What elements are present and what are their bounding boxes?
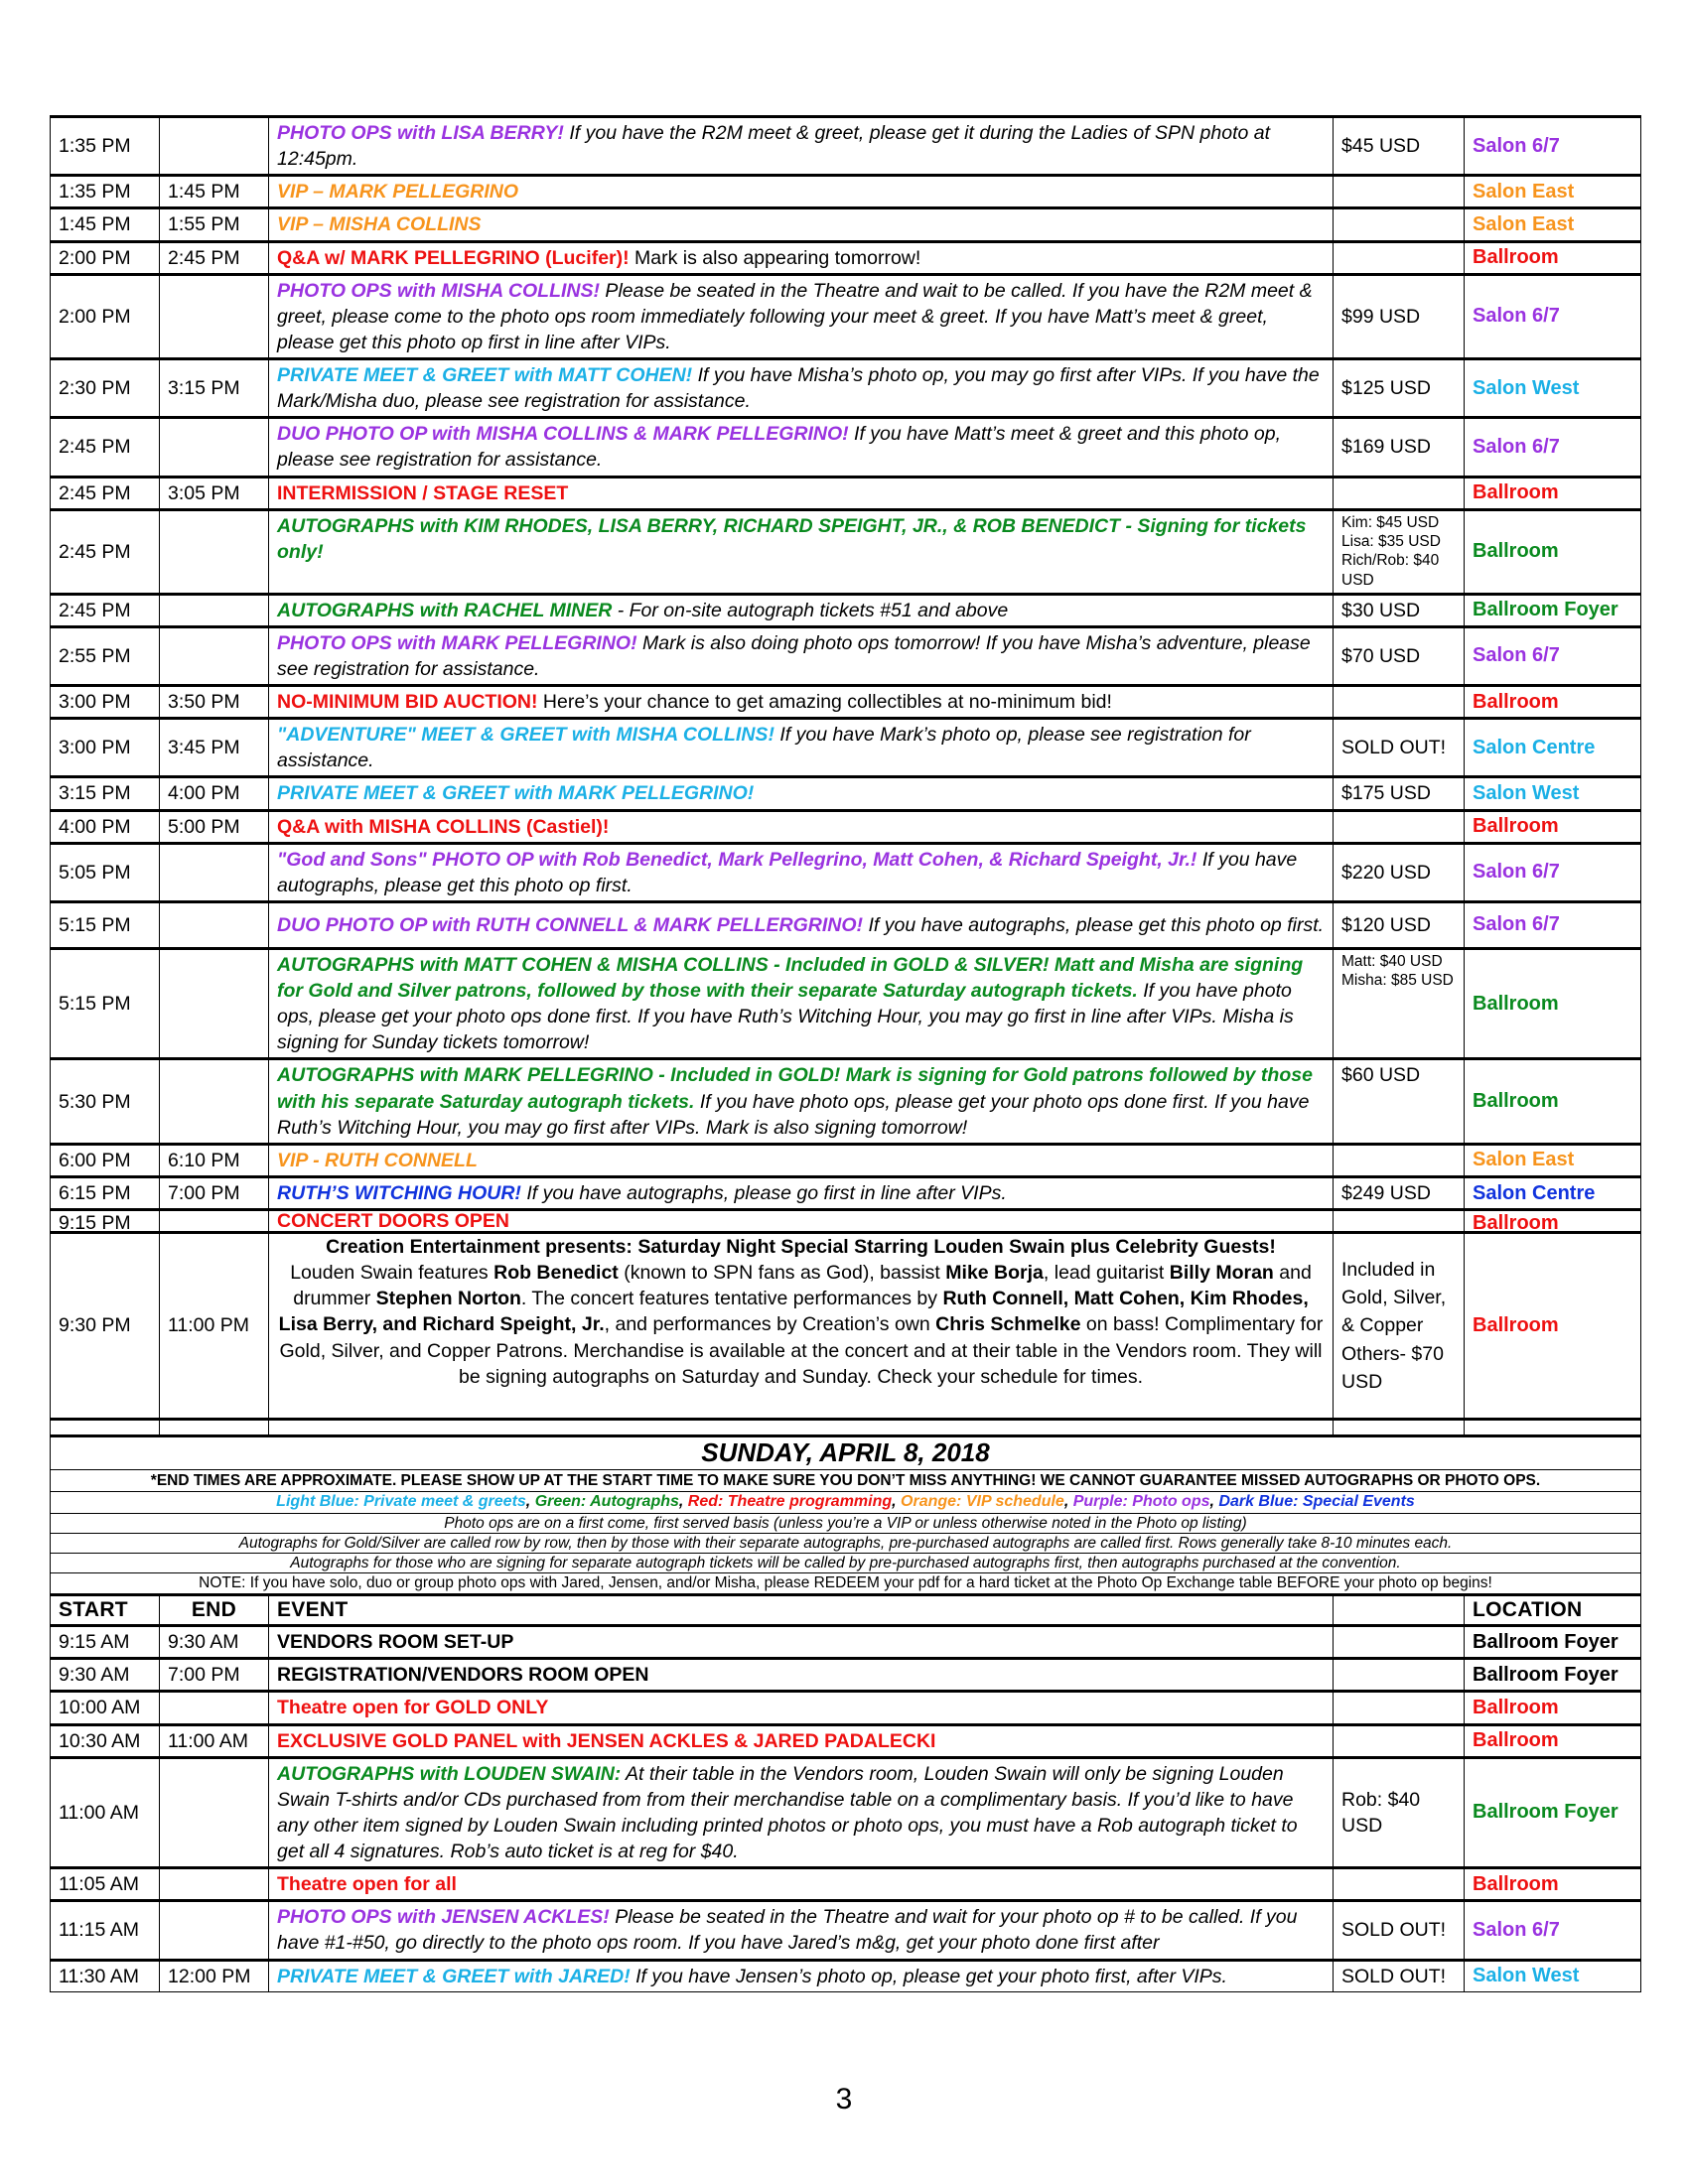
start-time: 4:00 PM <box>51 810 160 843</box>
start-time: 2:55 PM <box>51 626 160 685</box>
start-time: 9:30 AM <box>51 1659 160 1692</box>
event-title: EXCLUSIVE GOLD PANEL with JENSEN ACKLES & JARED PADALECKI <box>277 1729 936 1752</box>
price: Matt: $40 USD Misha: $85 USD <box>1334 948 1465 1059</box>
color-legend <box>51 1492 1641 1514</box>
end-time: 11:00 AM <box>160 1724 269 1757</box>
event-title: PHOTO OPS with JENSEN ACKLES! <box>277 1906 610 1929</box>
price <box>1334 1626 1465 1659</box>
event-title: VIP – MISHA COLLINS <box>277 213 482 236</box>
start-time: 3:00 PM <box>51 719 160 777</box>
photo-op-note: Photo ops are on a first come, first served basis (unless you’re a VIP or unless otherwise noted in the Photo op listing) <box>51 1514 1641 1534</box>
price <box>1334 1724 1465 1757</box>
concert-text-part: , and performances by Creation’s own <box>604 1313 936 1336</box>
event-cell <box>269 843 1334 901</box>
location: Ballroom Foyer <box>1465 594 1641 626</box>
location: Salon 6/7 <box>1465 901 1641 948</box>
table-row <box>51 1692 1641 1724</box>
start-time: 2:00 PM <box>51 274 160 358</box>
end-time: 9:30 AM <box>160 1626 269 1659</box>
end-time: 12:00 PM <box>160 1960 269 1991</box>
location: Salon East <box>1465 1144 1641 1176</box>
start-time: 2:45 PM <box>51 477 160 509</box>
event-cell <box>269 359 1334 418</box>
end-time: 7:00 PM <box>160 1176 269 1209</box>
location: Ballroom <box>1465 686 1641 719</box>
legend-item: , <box>525 1493 535 1511</box>
empty-cell <box>1465 1420 1641 1436</box>
event-title: AUTOGRAPHS with KIM RHODES, LISA BERRY, RICHARD SPEIGHT, JR., & ROB BENEDICT - Signing for tickets only! <box>277 514 1307 563</box>
concert-name: Stephen Norton <box>375 1288 521 1310</box>
start-time: 6:15 PM <box>51 1176 160 1209</box>
start-time: 10:30 AM <box>51 1724 160 1757</box>
table-row <box>51 359 1641 418</box>
location: Ballroom <box>1465 810 1641 843</box>
event-details: If you have photo ops, please get your photo ops done first. If you have Ruth’s Witching Hour, you may go first after VIPs. Mark is also signing tomorrow! <box>277 1090 1310 1139</box>
table-row <box>51 1960 1641 1991</box>
event-cell <box>269 1960 1334 1991</box>
event-title: PRIVATE MEET & GREET with MARK PELLEGRINO! <box>277 782 755 805</box>
event-title: Theatre open for all <box>277 1873 457 1896</box>
start-time: 10:00 AM <box>51 1692 160 1724</box>
price: SOLD OUT! <box>1334 1901 1465 1960</box>
table-row <box>51 626 1641 685</box>
end-time <box>160 626 269 685</box>
event-cell <box>269 1868 1334 1901</box>
event-cell <box>269 626 1334 685</box>
start-time: 5:15 PM <box>51 948 160 1059</box>
event-cell <box>269 176 1334 208</box>
table-row <box>51 1534 1641 1554</box>
table-row <box>51 719 1641 777</box>
end-time <box>160 1868 269 1901</box>
concert-text-part: Louden Swain features <box>290 1262 494 1285</box>
end-time: 3:15 PM <box>160 359 269 418</box>
event-title: INTERMISSION / STAGE RESET <box>277 481 569 504</box>
price <box>1334 1868 1465 1901</box>
location: Ballroom <box>1465 1868 1641 1901</box>
separate-autograph-note: Autographs for those who are signing for separate autograph tickets will be called by pre-purchased autographs first, then autographs purchased at the convention. <box>51 1554 1641 1573</box>
location: Salon West <box>1465 777 1641 810</box>
event-details: If you have photo ops, please get your photo ops done first. If you have Ruth’s Witching Hour, you may go first in line after VIPs. Misha is signing for Sunday tickets tomorrow! <box>277 980 1294 1054</box>
table-row <box>51 1724 1641 1757</box>
table-row <box>51 241 1641 274</box>
table-row <box>51 1492 1641 1514</box>
price: $45 USD <box>1334 117 1465 176</box>
location: Salon Centre <box>1465 1176 1641 1209</box>
location: Salon 6/7 <box>1465 1901 1641 1960</box>
start-time: 5:30 PM <box>51 1059 160 1144</box>
end-time <box>160 948 269 1059</box>
schedule-table <box>50 115 1641 1992</box>
table-row <box>51 1470 1641 1492</box>
end-time <box>160 901 269 948</box>
location: Salon Centre <box>1465 719 1641 777</box>
event-cell <box>269 948 1334 1059</box>
end-time <box>160 509 269 594</box>
concert-text-part: . The concert features tentative performances by <box>520 1288 943 1310</box>
header-price <box>1334 1595 1465 1626</box>
price <box>1334 1210 1465 1233</box>
table-row <box>51 1554 1641 1573</box>
location: Salon 6/7 <box>1465 843 1641 901</box>
event-cell <box>269 1757 1334 1868</box>
start-time: 11:30 AM <box>51 1960 160 1991</box>
table-row <box>51 176 1641 208</box>
legend-item: Red: Theatre programming <box>687 1493 893 1511</box>
concert-text <box>277 1234 1325 1416</box>
empty-cell <box>160 1420 269 1436</box>
event-title: REGISTRATION/VENDORS ROOM OPEN <box>277 1664 649 1687</box>
price <box>1334 810 1465 843</box>
event-title: "ADVENTURE" MEET & GREET with MISHA COLLINS! <box>277 724 774 747</box>
location: Salon 6/7 <box>1465 626 1641 685</box>
start-time: 2:45 PM <box>51 418 160 477</box>
start-time: 1:35 PM <box>51 176 160 208</box>
start-time: 9:15 PM <box>51 1210 160 1233</box>
redeem-note: NOTE: If you have solo, duo or group photo ops with Jared, Jensen, and/or Misha, please REDEEM your pdf for a hard ticket at the Photo Op Exchange table BEFORE your photo op begins! <box>51 1573 1641 1595</box>
price <box>1334 1659 1465 1692</box>
start-time: 9:30 PM <box>51 1233 160 1420</box>
event-cell <box>269 901 1334 948</box>
header-location: LOCATION <box>1465 1595 1641 1626</box>
end-time: 11:00 PM <box>160 1233 269 1420</box>
event-details: Mark is also doing photo ops tomorrow! If you have Misha’s adventure, please see registration for assistance. <box>277 631 1311 680</box>
location: Ballroom Foyer <box>1465 1659 1641 1692</box>
start-time: 11:00 AM <box>51 1757 160 1868</box>
price: $99 USD <box>1334 274 1465 358</box>
event-details: If you have the R2M meet & greet, please get it during the Ladies of SPN photo at 12:45pm. <box>277 122 1271 171</box>
event-cell <box>269 208 1334 241</box>
event-title: DUO PHOTO OP with MISHA COLLINS & MARK PELLEGRINO! <box>277 423 849 446</box>
event-title: DUO PHOTO OP with RUTH CONNELL & MARK PELLERGRINO! <box>277 913 864 936</box>
event-title: VIP - RUTH CONNELL <box>277 1149 478 1171</box>
legend-item: Orange: VIP schedule <box>901 1493 1064 1511</box>
end-time <box>160 274 269 358</box>
price: $70 USD <box>1334 626 1465 685</box>
location: Salon East <box>1465 176 1641 208</box>
event-cell <box>269 1659 1334 1692</box>
legend-item: Purple: Photo ops <box>1072 1493 1210 1511</box>
event-cell <box>269 719 1334 777</box>
event-cell <box>269 1901 1334 1960</box>
header-row <box>51 1595 1641 1626</box>
empty-cell <box>269 1420 1334 1436</box>
table-row <box>51 274 1641 358</box>
price: $30 USD <box>1334 594 1465 626</box>
event-details: Please be seated in the Theatre and wait for your photo op # to be called. If you have #1-#50, go directly to the photo ops room. If you have Jared’s m&g, get your photo done first after <box>277 1906 1298 1955</box>
start-time: 11:05 AM <box>51 1868 160 1901</box>
event-cell <box>269 241 1334 274</box>
event-cell <box>269 777 1334 810</box>
approximate-note: *END TIMES ARE APPROXIMATE. PLEASE SHOW UP AT THE START TIME TO MAKE SURE YOU DON’T MISS ANYTHING! WE CANNOT GUARANTEE MISSED AUTOGRAPHS OR PHOTO OPS. <box>51 1470 1641 1492</box>
table-row <box>51 1176 1641 1209</box>
event-title: PRIVATE MEET & GREET with MATT COHEN! <box>277 364 693 386</box>
event-cell <box>269 686 1334 719</box>
event-title: NO-MINIMUM BID AUCTION! <box>277 691 538 713</box>
start-time: 2:30 PM <box>51 359 160 418</box>
spacer-row <box>51 1420 1641 1436</box>
end-time <box>160 1692 269 1724</box>
table-row <box>51 1573 1641 1595</box>
end-time <box>160 1059 269 1144</box>
start-time: 3:00 PM <box>51 686 160 719</box>
price <box>1334 1692 1465 1724</box>
start-time: 1:35 PM <box>51 117 160 176</box>
price <box>1334 686 1465 719</box>
event-details: Please be seated in the Theatre and wait to be called. If you have the R2M meet & greet, please come to the photo ops room immediately following your meet & greet. If you have Matt’s meet & greet, please get this photo op first in line after VIPs. <box>277 279 1313 353</box>
event-cell <box>269 1210 1334 1233</box>
table-row <box>51 208 1641 241</box>
price: Rob: $40 USD <box>1334 1757 1465 1868</box>
location: Ballroom <box>1465 241 1641 274</box>
event-details: If you have Jensen’s photo op, please get your photo first, after VIPs. <box>630 1965 1227 1987</box>
table-row <box>51 1514 1641 1534</box>
event-title: CONCERT DOORS OPEN <box>277 1210 510 1232</box>
location: Salon West <box>1465 1960 1641 1991</box>
location: Ballroom Foyer <box>1465 1626 1641 1659</box>
start-time: 2:45 PM <box>51 509 160 594</box>
concert-text-part: on bass! Complimentary for Gold, Silver, and Copper Patrons. Merchandise is available at the concert and at their table in the Vendors room. They will be signing autographs on Saturday and Sunday. Check your schedule for times. <box>279 1313 1324 1388</box>
location: Salon 6/7 <box>1465 274 1641 358</box>
event-cell <box>269 1724 1334 1757</box>
table-row <box>51 1210 1641 1233</box>
event-title: AUTOGRAPHS with MATT COHEN & MISHA COLLINS - Included in GOLD & SILVER! Matt and Misha are signing for Gold and Silver patrons, followed by those with their separate Saturday autograph tickets. <box>277 953 1304 1002</box>
table-row <box>51 777 1641 810</box>
event-title: AUTOGRAPHS with MARK PELLEGRINO - Included in GOLD! Mark is signing for Gold patrons followed by those with his separate Saturday autograph tickets. <box>277 1064 1313 1113</box>
concert-description <box>269 1233 1334 1420</box>
price: Kim: $45 USD Lisa: $35 USD Rich/Rob: $40 USD <box>1334 509 1465 594</box>
autograph-note: Autographs for Gold/Silver are called row by row, then by those with their separate autographs, pre-purchased autographs are called first. Rows generally take 8-10 minutes each. <box>51 1534 1641 1554</box>
location: Salon West <box>1465 359 1641 418</box>
location: Ballroom <box>1465 1059 1641 1144</box>
table-row <box>51 1626 1641 1659</box>
event-cell <box>269 418 1334 477</box>
location: Ballroom <box>1465 509 1641 594</box>
location: Salon 6/7 <box>1465 117 1641 176</box>
concert-name: Billy Moran <box>1169 1262 1274 1285</box>
price: Included in Gold, Silver, & Copper Others- $70 USD <box>1334 1233 1465 1420</box>
event-cell <box>269 117 1334 176</box>
event-title: VENDORS ROOM SET-UP <box>277 1631 514 1654</box>
start-time: 5:15 PM <box>51 901 160 948</box>
end-time: 6:10 PM <box>160 1144 269 1176</box>
price <box>1334 477 1465 509</box>
event-title: Q&A with MISHA COLLINS (Castiel)! <box>277 815 610 838</box>
table-row <box>51 509 1641 594</box>
price: $175 USD <box>1334 777 1465 810</box>
end-time <box>160 418 269 477</box>
table-row <box>51 686 1641 719</box>
start-time: 2:45 PM <box>51 594 160 626</box>
event-cell <box>269 1626 1334 1659</box>
table-row <box>51 418 1641 477</box>
price: $60 USD <box>1334 1059 1465 1144</box>
end-time <box>160 1901 269 1960</box>
location: Ballroom Foyer <box>1465 1757 1641 1868</box>
end-time <box>160 843 269 901</box>
concert-name: Rob Benedict <box>493 1262 619 1285</box>
start-time: 6:00 PM <box>51 1144 160 1176</box>
event-cell <box>269 477 1334 509</box>
table-row <box>51 477 1641 509</box>
end-time: 1:45 PM <box>160 176 269 208</box>
start-time: 9:15 AM <box>51 1626 160 1659</box>
day-title: SUNDAY, APRIL 8, 2018 <box>51 1436 1641 1470</box>
event-cell <box>269 509 1334 594</box>
end-time: 3:45 PM <box>160 719 269 777</box>
price: $125 USD <box>1334 359 1465 418</box>
event-details: If you have autographs, please go first in line after VIPs. <box>520 1181 1007 1204</box>
legend-item: Green: Autographs <box>534 1493 679 1511</box>
table-row <box>51 1144 1641 1176</box>
legend-item: , <box>892 1493 902 1511</box>
end-time <box>160 117 269 176</box>
start-time: 11:15 AM <box>51 1901 160 1960</box>
location: Ballroom <box>1465 1233 1641 1420</box>
event-cell <box>269 1692 1334 1724</box>
concert-name: Chris Schmelke <box>935 1313 1081 1336</box>
event-title: AUTOGRAPHS with RACHEL MINER <box>277 599 613 621</box>
table-row <box>51 810 1641 843</box>
end-time: 3:50 PM <box>160 686 269 719</box>
concert-headline: Creation Entertainment presents: Saturday Night Special Starring Louden Swain plus Celebrity Guests! <box>326 1236 1276 1258</box>
event-details: - For on-site autograph tickets #51 and above <box>612 599 1009 621</box>
start-time: 2:00 PM <box>51 241 160 274</box>
table-row <box>51 948 1641 1059</box>
location: Ballroom <box>1465 477 1641 509</box>
table-row <box>51 117 1641 176</box>
price <box>1334 176 1465 208</box>
event-details: If you have autographs, please get this photo op first. <box>277 848 1298 896</box>
table-row <box>51 594 1641 626</box>
end-time: 4:00 PM <box>160 777 269 810</box>
empty-cell <box>51 1420 160 1436</box>
event-cell <box>269 810 1334 843</box>
table-row <box>51 1436 1641 1470</box>
start-time: 1:45 PM <box>51 208 160 241</box>
table-row <box>51 843 1641 901</box>
event-cell <box>269 274 1334 358</box>
legend-item: , <box>1209 1493 1219 1511</box>
event-title: Q&A w/ MARK PELLEGRINO (Lucifer)! <box>277 246 630 269</box>
event-title: "God and Sons" PHOTO OP with Rob Benedict, Mark Pellegrino, Matt Cohen, & Richard Speight, Jr.! <box>277 848 1197 871</box>
price: $169 USD <box>1334 418 1465 477</box>
price: $220 USD <box>1334 843 1465 901</box>
event-title: RUTH’S WITCHING HOUR! <box>277 1181 521 1204</box>
location: Ballroom <box>1465 948 1641 1059</box>
event-cell <box>269 594 1334 626</box>
event-details: If you have Matt’s meet & greet and this photo op, please see registration for assistance. <box>277 423 1282 472</box>
price <box>1334 208 1465 241</box>
event-details: If you have Mark’s photo op, please see registration for assistance. <box>277 724 1251 772</box>
event-title: PRIVATE MEET & GREET with JARED! <box>277 1965 631 1987</box>
price <box>1334 1144 1465 1176</box>
header-start: START <box>51 1595 160 1626</box>
event-details: At their table in the Vendors room, Louden Swain will only be signing Louden Swain T-shirts and/or CDs purchased from from their merchandise table on a complimentary basis. If you’d like to have any other item signed by Louden Swain including printed photos or photo ops, you must have a Rob autograph ticket to get all 4 signatures. Rob’s auto ticket is at reg for $40. <box>277 1762 1298 1862</box>
event-details: If you have Misha’s photo op, you may go first after VIPs. If you have the Mark/Misha duo, please see registration for assistance. <box>277 364 1320 413</box>
table-row <box>51 1757 1641 1868</box>
table-row <box>51 1901 1641 1960</box>
start-time: 5:05 PM <box>51 843 160 901</box>
legend-item: Dark Blue: Special Events <box>1218 1493 1415 1511</box>
table-row <box>51 1868 1641 1901</box>
end-time <box>160 594 269 626</box>
legend-item: , <box>1063 1493 1073 1511</box>
location: Salon East <box>1465 208 1641 241</box>
price: SOLD OUT! <box>1334 719 1465 777</box>
location: Ballroom <box>1465 1210 1641 1233</box>
event-cell <box>269 1059 1334 1144</box>
header-event: EVENT <box>269 1595 1334 1626</box>
start-time: 3:15 PM <box>51 777 160 810</box>
header-end: END <box>160 1595 269 1626</box>
table-row <box>51 1659 1641 1692</box>
event-cell <box>269 1176 1334 1209</box>
event-title: PHOTO OPS with MARK PELLEGRINO! <box>277 631 637 654</box>
legend-item: Light Blue: Private meet & greets <box>276 1493 526 1511</box>
concert-text-part: , lead guitarist <box>1043 1262 1170 1285</box>
end-time <box>160 1210 269 1233</box>
event-details: Mark is also appearing tomorrow! <box>629 246 921 269</box>
price: $120 USD <box>1334 901 1465 948</box>
end-time: 5:00 PM <box>160 810 269 843</box>
event-details: Here’s your chance to get amazing collectibles at no-minimum bid! <box>537 691 1112 713</box>
end-time: 3:05 PM <box>160 477 269 509</box>
event-title: PHOTO OPS with LISA BERRY! <box>277 122 564 144</box>
table-row <box>51 1059 1641 1144</box>
event-title: PHOTO OPS with MISHA COLLINS! <box>277 279 601 302</box>
table-row <box>51 901 1641 948</box>
event-details: If you have autographs, please get this photo op first. <box>863 913 1325 936</box>
end-time: 7:00 PM <box>160 1659 269 1692</box>
event-title: AUTOGRAPHS with LOUDEN SWAIN: <box>277 1762 622 1785</box>
table-row <box>51 1233 1641 1420</box>
concert-name: Mike Borja <box>945 1262 1044 1285</box>
event-title: Theatre open for GOLD ONLY <box>277 1697 549 1719</box>
location: Ballroom <box>1465 1724 1641 1757</box>
location: Ballroom <box>1465 1692 1641 1724</box>
event-cell <box>269 1144 1334 1176</box>
end-time <box>160 1757 269 1868</box>
event-title: VIP – MARK PELLEGRINO <box>277 181 519 204</box>
end-time: 1:55 PM <box>160 208 269 241</box>
concert-text-part: (known to SPN fans as God), bassist <box>618 1262 946 1285</box>
page-number: 3 <box>835 2083 853 2116</box>
price: $249 USD <box>1334 1176 1465 1209</box>
empty-cell <box>1334 1420 1465 1436</box>
price: SOLD OUT! <box>1334 1960 1465 1991</box>
location: Salon 6/7 <box>1465 418 1641 477</box>
legend-item: , <box>678 1493 688 1511</box>
concert-text-part: and drummer <box>293 1262 1312 1310</box>
price <box>1334 241 1465 274</box>
concert-name: Ruth Connell, Matt Cohen, Kim Rhodes, Lisa Berry, and Richard Speight, Jr. <box>278 1288 1309 1336</box>
end-time: 2:45 PM <box>160 241 269 274</box>
